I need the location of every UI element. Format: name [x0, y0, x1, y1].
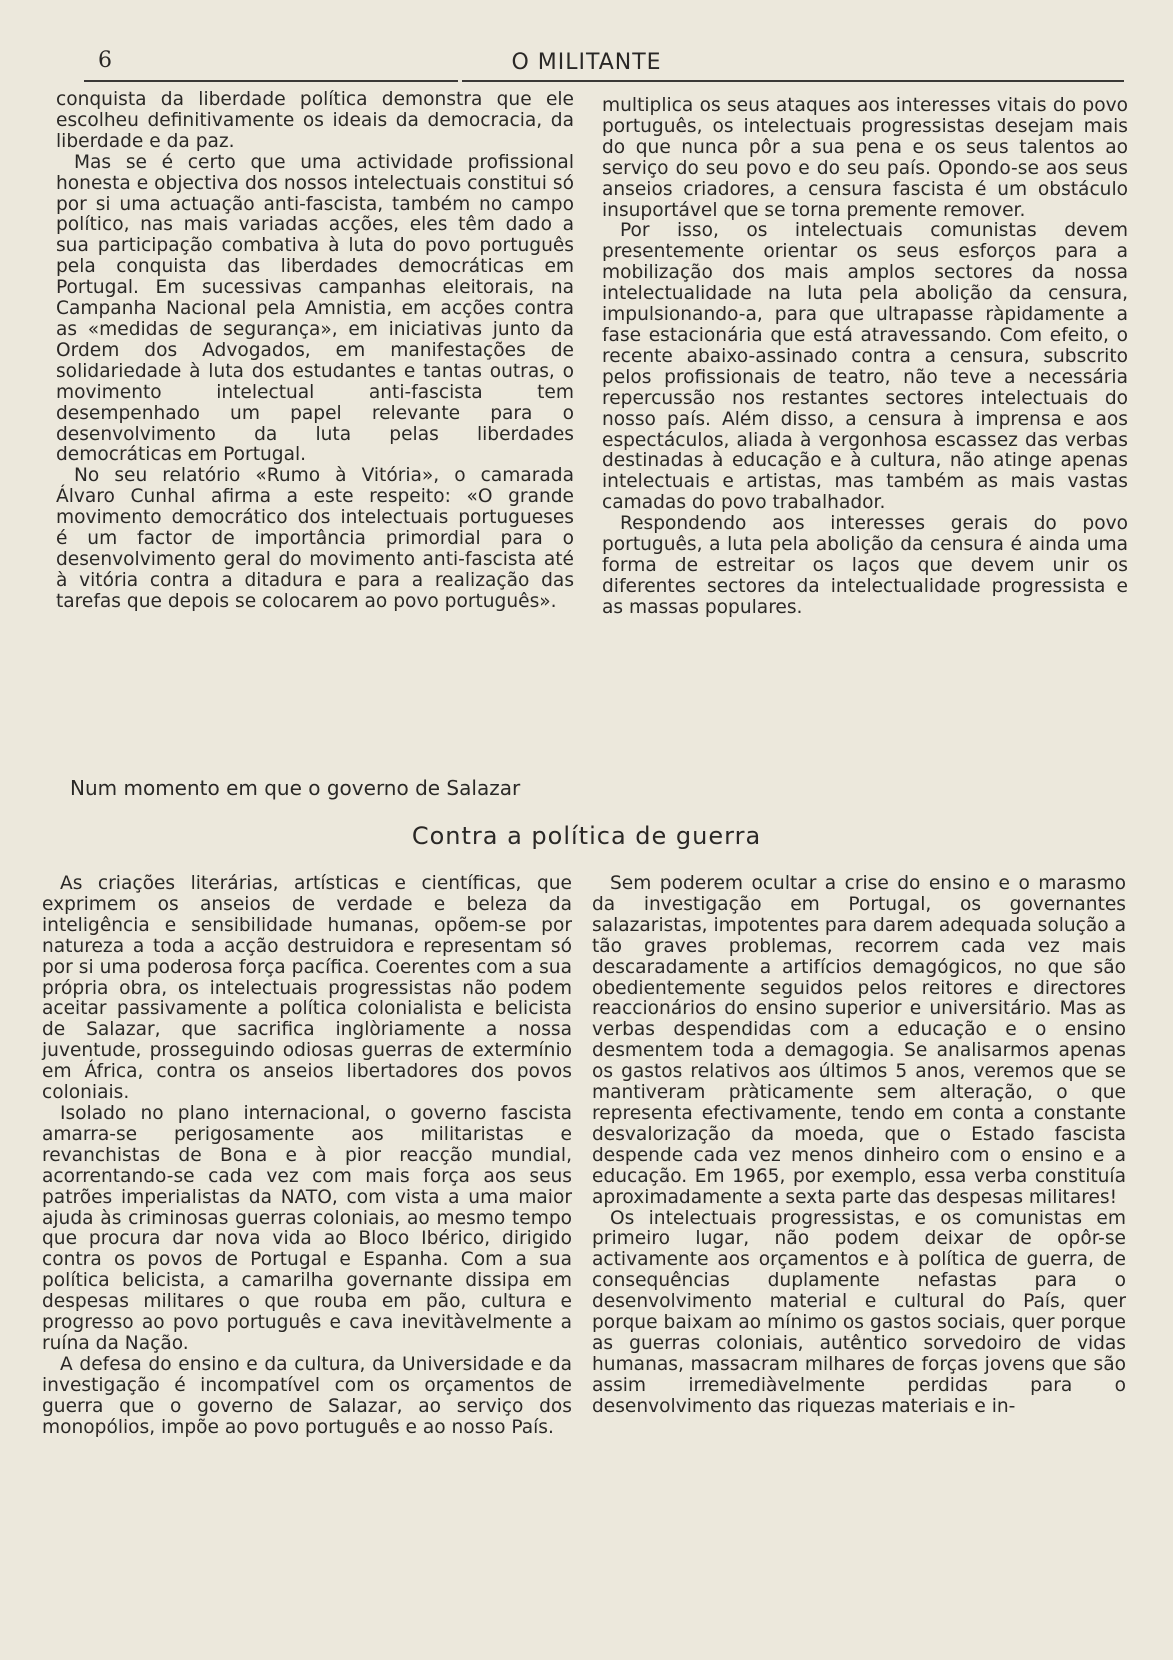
page-number: 6	[98, 48, 112, 73]
paragraph: Mas se é certo que uma actividade profissional honesta e objectiva dos nossos intelectuais constitui só por si uma actuação anti-fascista, também no campo político, nas mais variadas acções, eles têm dado a sua participação combativa à luta do povo português pela conquista das liberdades democráticas em Portugal. Em sucessivas campanhas eleitorais, na Campanha Nacional pela Amnistia, em acções contra as «medidas de segurança», em iniciativas junto da Ordem dos Advogados, em manifestações de solidariedade à luta dos estudantes e tantas outras, o movimento intelectual anti-fascista tem desempenhado um papel relevante para o desenvolvimento da luta pelas liberdades democráticas em Portugal.	[56, 151, 574, 466]
paragraph: A defesa do ensino e da cultura, da Universidade e da investigação é incompatível com os orçamentos de guerra que o governo de Salazar, ao serviço dos monopólios, impõe ao povo português e ao nosso País.	[42, 1353, 572, 1438]
bottom-left-column	[42, 874, 572, 1438]
continuation-line: Num momento em que o governo de Salazar	[70, 776, 521, 800]
paragraph: Os intelectuais progressistas, e os comunistas em primeiro lugar, não podem deixar de opôr-se activamente aos orçamentos e à política de guerra, de consequências duplamente nefastas para o desenvolvimento material e cultural do País, quer porque baixam ao mínimo os gastos sociais, quer porque as guerras coloniais, autêntico sorvedoiro de vidas humanas, massacram milhares de forças jovens que são assim irremediàvelmente perdidas para o desenvolvimento das riquezas materiais e in-	[592, 1207, 1126, 1417]
paragraph: conquista da liberdade política demonstra que ele escolheu definitivamente os ideais da democracia, da liberdade e da paz.	[56, 89, 574, 152]
section-heading: Contra a política de guerra	[411, 822, 762, 850]
paragraph: multiplica os seus ataques aos interesses vitais do povo português, os intelectuais progressistas desejam mais do que nunca pôr a sua pena e os seus talentos ao serviço do seu povo e do seu país. Opondo-se aos seus anseios criadores, a censura fascista é um obstáculo insuportável que se torna premente remover.	[602, 95, 1128, 221]
paragraph: As criações literárias, artísticas e científicas, que exprimem os anseios de verdade e beleza da inteligência e sensibilidade humanas, opõem-se por natureza a toda a acção destruidora e representam só por si uma poderosa força pacífica. Coerentes com a sua própria obra, os intelectuais progressistas não podem aceitar passivamente a política colonialista e belicista de Salazar, que sacrifica inglòriamente a nossa juventude, prosseguindo odiosas guerras de extermínio em África, contra os anseios libertadores dos povos coloniais.	[42, 873, 572, 1104]
bottom-right-column	[592, 874, 1126, 1418]
paragraph: Isolado no plano internacional, o governo fascista amarra-se perigosamente aos militaristas e revanchistas de Bona e à pior reacção mundial, acorrentando-se cada vez com mais força aos seus patrões imperialistas da NATO, com vista a uma maior ajuda às criminosas guerras coloniais, ao mesmo tempo que procura dar nova vida ao Bloco Ibérico, dirigido contra os povos de Portugal e Espanha. Com a sua política belicista, a camarilha governante dissipa em despesas militares o que rouba em pão, cultura e progresso ao povo português e cava inevitàvelmente a ruína da Nação.	[42, 1102, 572, 1354]
header-rule-right	[462, 80, 1124, 82]
top-left-column	[56, 90, 574, 613]
paragraph: No seu relatório «Rumo à Vitória», o camarada Álvaro Cunhal afirma a este respeito: «O grande movimento democrático dos intelectuais portugueses é um factor de importância primordial para o desenvolvimento geral do movimento anti-fascista até à vitória contra a ditadura e para a realização das tarefas que depois se colocarem ao povo português».	[56, 465, 574, 612]
paragraph: Por isso, os intelectuais comunistas devem presentemente orientar os seus esforços para a mobilização dos mais amplos sectores da nossa intelectualidade na luta pela abolição da censura, impulsionando-a, para que ultrapasse ràpidamente a fase estacionária que está atravessando. Com efeito, o recente abaixo-assinado contra a censura, subscrito pelos profissionais de teatro, não teve a necessária repercussão nos restantes sectores intelectuais do nosso país. Além disso, a censura à imprensa e aos espectáculos, aliada à vergonhosa escassez das verbas destinadas à educação e à cultura, não atinge apenas intelectuais e artistas, mas também as mais vastas camadas do povo trabalhador.	[602, 220, 1128, 514]
top-right-column	[602, 96, 1128, 619]
paragraph: Respondendo aos interesses gerais do povo português, a luta pela abolição da censura é ainda uma forma de estreitar os laços que devem unir os diferentes sectores da intelectualidade progressista e as massas populares.	[602, 513, 1128, 618]
publication-title: O MILITANTE	[511, 50, 662, 75]
header-rule-left	[84, 80, 458, 82]
paragraph: Sem poderem ocultar a crise do ensino e o marasmo da investigação em Portugal, os governantes salazaristas, impotentes para darem adequada solução a tão graves problemas, recorrem cada vez mais descaradamente a artifícios demagógicos, no que são obedientemente seguidos pelos reitores e directores reaccionários do ensino superior e universitário. Mas as verbas despendidas com a educação e o ensino desmentem toda a demagogia. Se analisarmos apenas os gastos relativos aos últimos 5 anos, veremos que se mantiveram pràticamente sem alteração, o que representa efectivamente, tendo em conta a constante desvalorização da moeda, que o Estado fascista despende cada vez menos dinheiro com o ensino e a educação. Em 1965, por exemplo, essa verba constituía aproximadamente a sexta parte das despesas militares!	[592, 873, 1126, 1208]
